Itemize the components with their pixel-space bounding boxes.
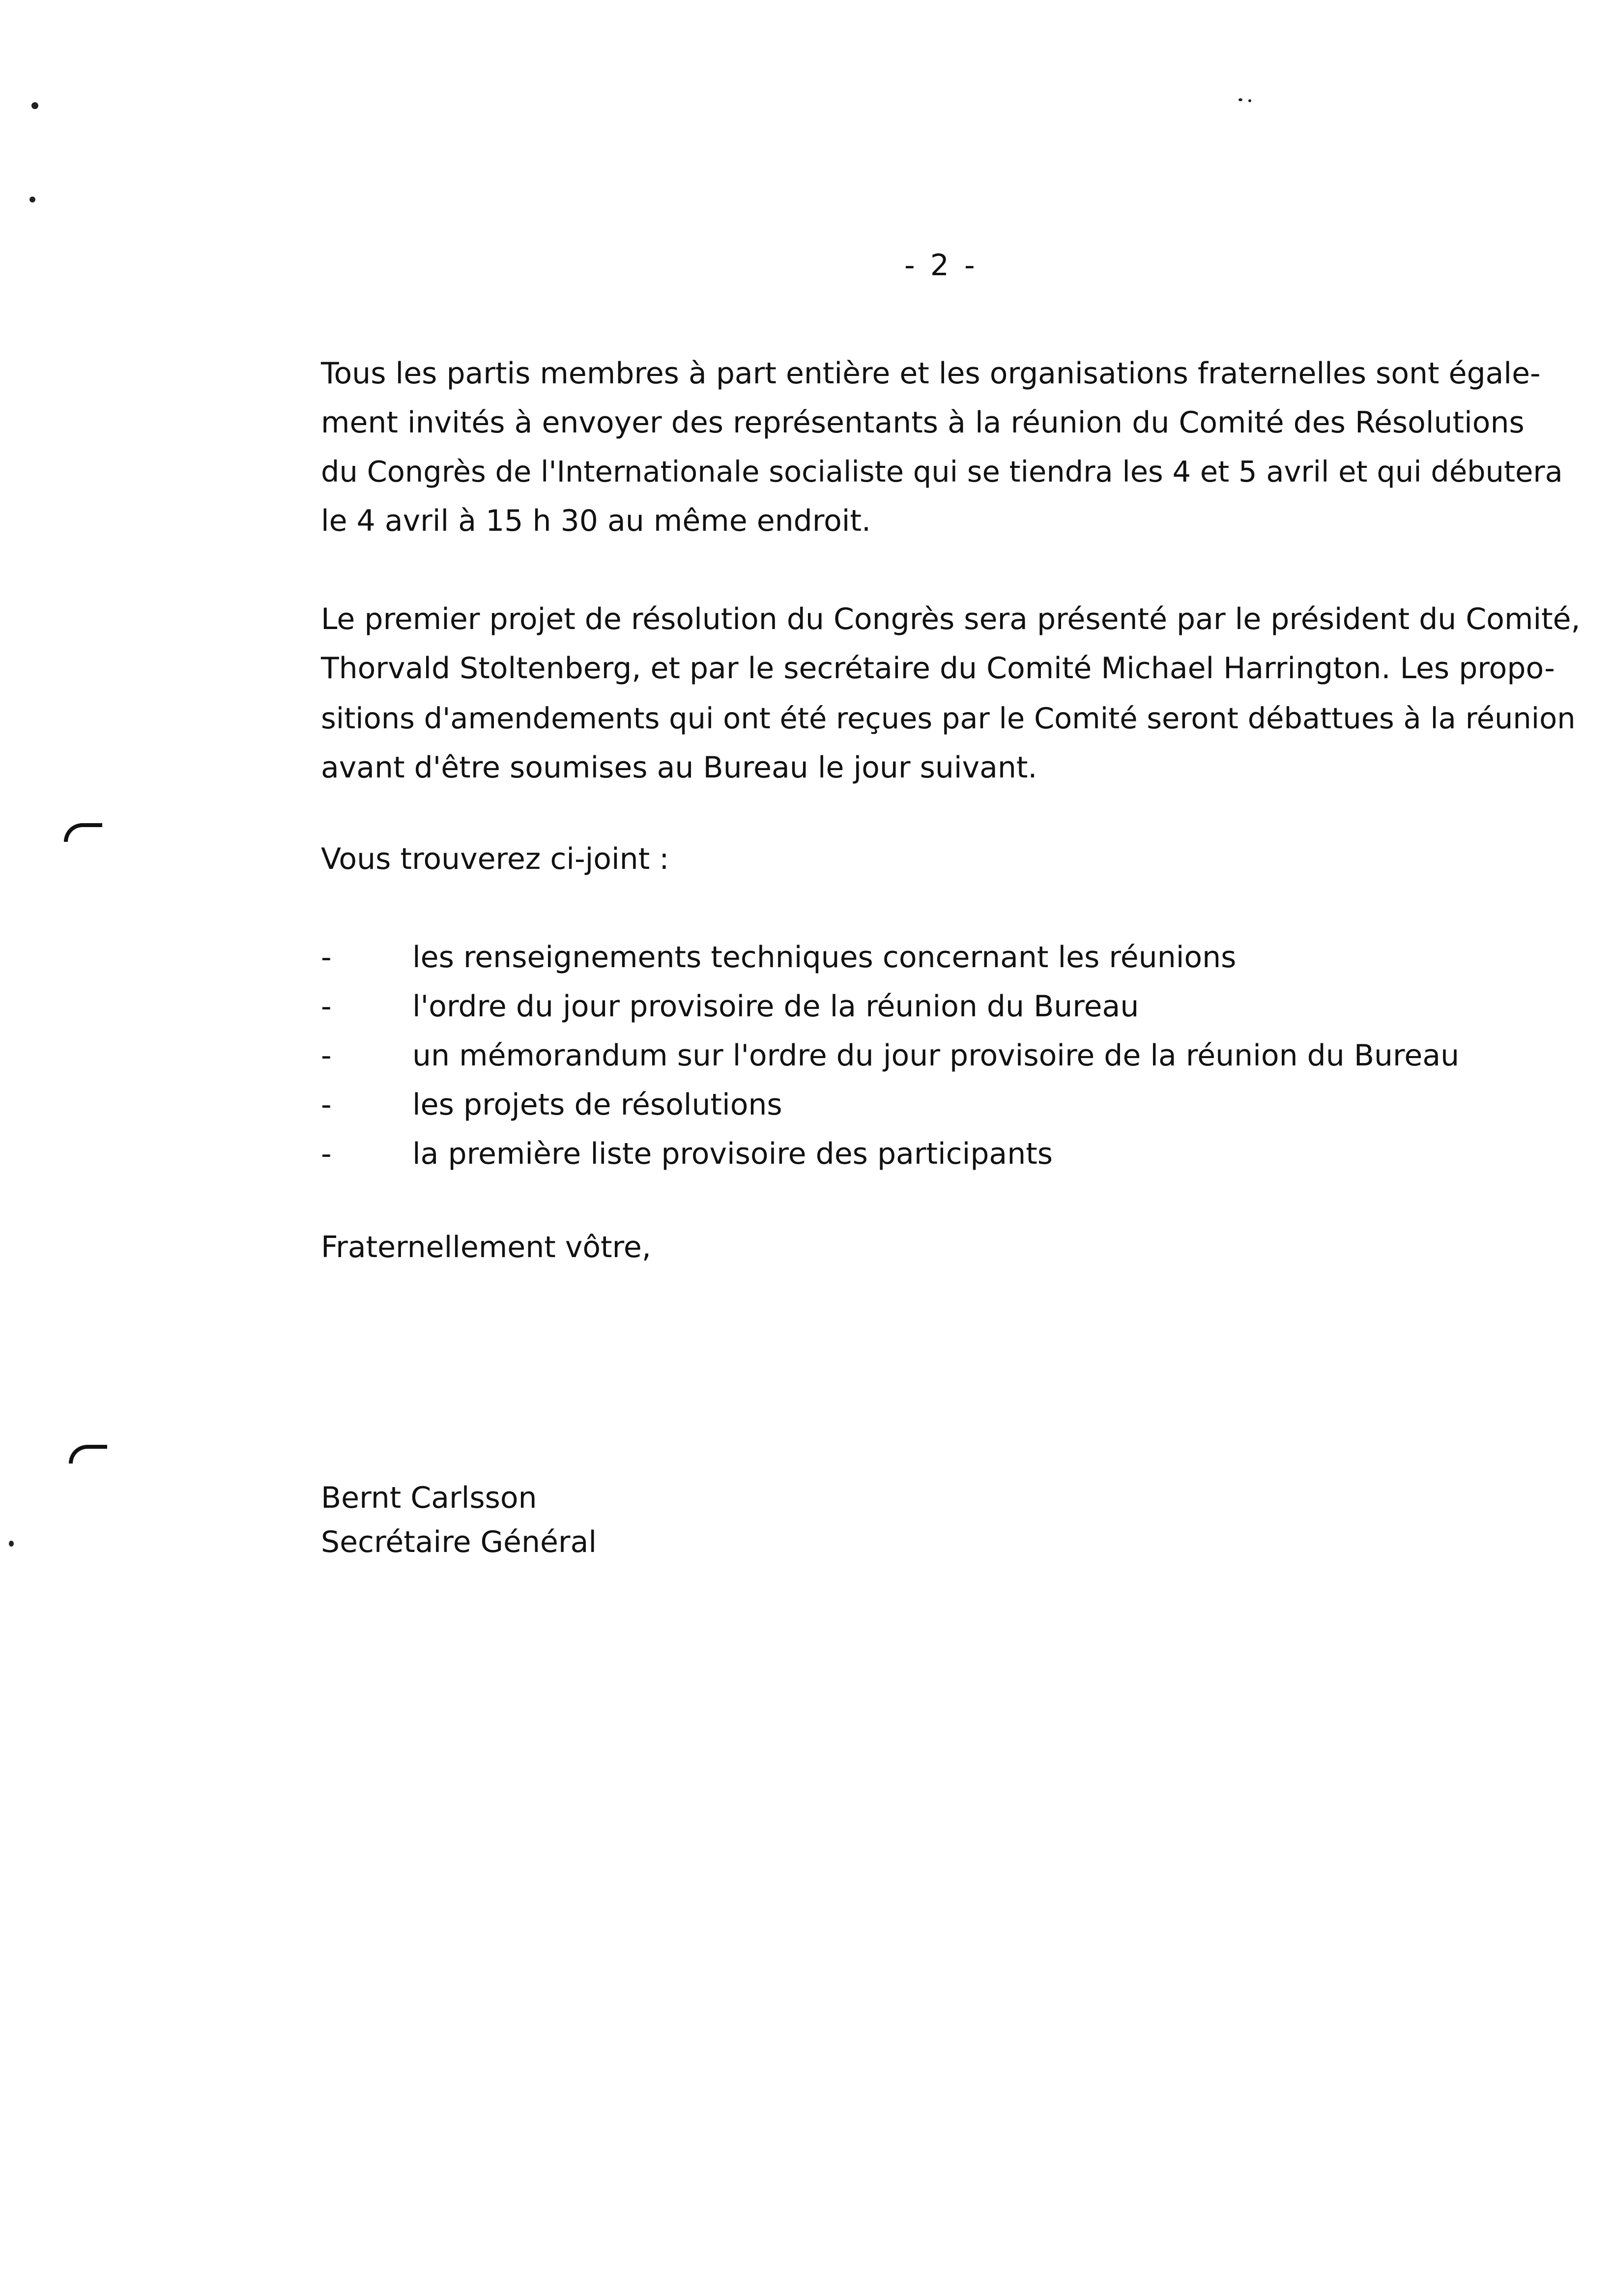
paragraph-1-line-1 xyxy=(321,356,1579,391)
scan-speck xyxy=(9,1541,14,1547)
enclosure-item-text: les renseignements techniques concernant les réunions xyxy=(412,940,1237,975)
enclosure-item xyxy=(321,1038,1460,1073)
enclosure-item xyxy=(321,989,1139,1024)
bullet-dash: - xyxy=(321,989,332,1024)
bullet-dash: - xyxy=(321,1038,332,1073)
paragraph-1-line-4: le 4 avril à 15 h 30 au même endroit. xyxy=(321,504,871,538)
paragraph-1-line-2: ment invités à envoyer des représentants à la réunion du Comité des Résolutions xyxy=(321,405,1525,440)
punch-hole-mark xyxy=(69,1445,107,1464)
enclosure-item xyxy=(321,940,1237,975)
paragraph-2-line-4: avant d'être soumises au Bureau le jour suivant. xyxy=(321,750,1037,785)
enclosure-item-text: un mémorandum sur l'ordre du jour provisoire de la réunion du Bureau xyxy=(412,1038,1460,1073)
enclosure-item-text: l'ordre du jour provisoire de la réunion du Bureau xyxy=(412,989,1139,1024)
paragraph-2-line-2: Thorvald Stoltenberg, et par le secrétaire du Comité Michael Harrington. Les propo- xyxy=(321,651,1555,686)
enclosure-item xyxy=(321,1139,1053,1169)
scan-speck xyxy=(29,197,35,202)
paragraph-2-line-1: Le premier projet de résolution du Congrès sera présenté par le président du Comité, xyxy=(321,602,1581,636)
signatory-title: Secrétaire Général xyxy=(321,1525,597,1559)
paragraph-1-line-3: du Congrès de l'Internationale socialiste qui se tiendra les 4 et 5 avril et qui débutera xyxy=(321,455,1563,488)
enclosure-item-text: les projets de résolutions xyxy=(412,1088,782,1122)
closing: Fraternellement vôtre, xyxy=(321,1230,651,1264)
signatory-name: Bernt Carlsson xyxy=(321,1481,537,1515)
scan-speck xyxy=(1238,98,1242,101)
bullet-dash: - xyxy=(321,1088,332,1122)
bullet-dash: - xyxy=(321,1137,332,1171)
bullet-dash: - xyxy=(321,940,332,975)
enclosure-item-text: la première liste provisoire des participants xyxy=(412,1137,1053,1171)
page-number: - 2 - xyxy=(904,248,978,283)
scan-speck xyxy=(31,102,38,109)
scan-speck xyxy=(1248,99,1251,102)
punch-hole-mark xyxy=(64,823,102,842)
enclosures-intro: Vous trouverez ci-joint : xyxy=(321,842,669,876)
paragraph-1-line-1-text: Tous les partis membres à part entière et les organisations fraternelles sont égale- xyxy=(321,356,1541,391)
enclosure-item xyxy=(321,1088,782,1122)
paragraph-2-line-3: sitions d'amendements qui ont été reçues par le Comité seront débattues à la réunion xyxy=(321,701,1576,735)
